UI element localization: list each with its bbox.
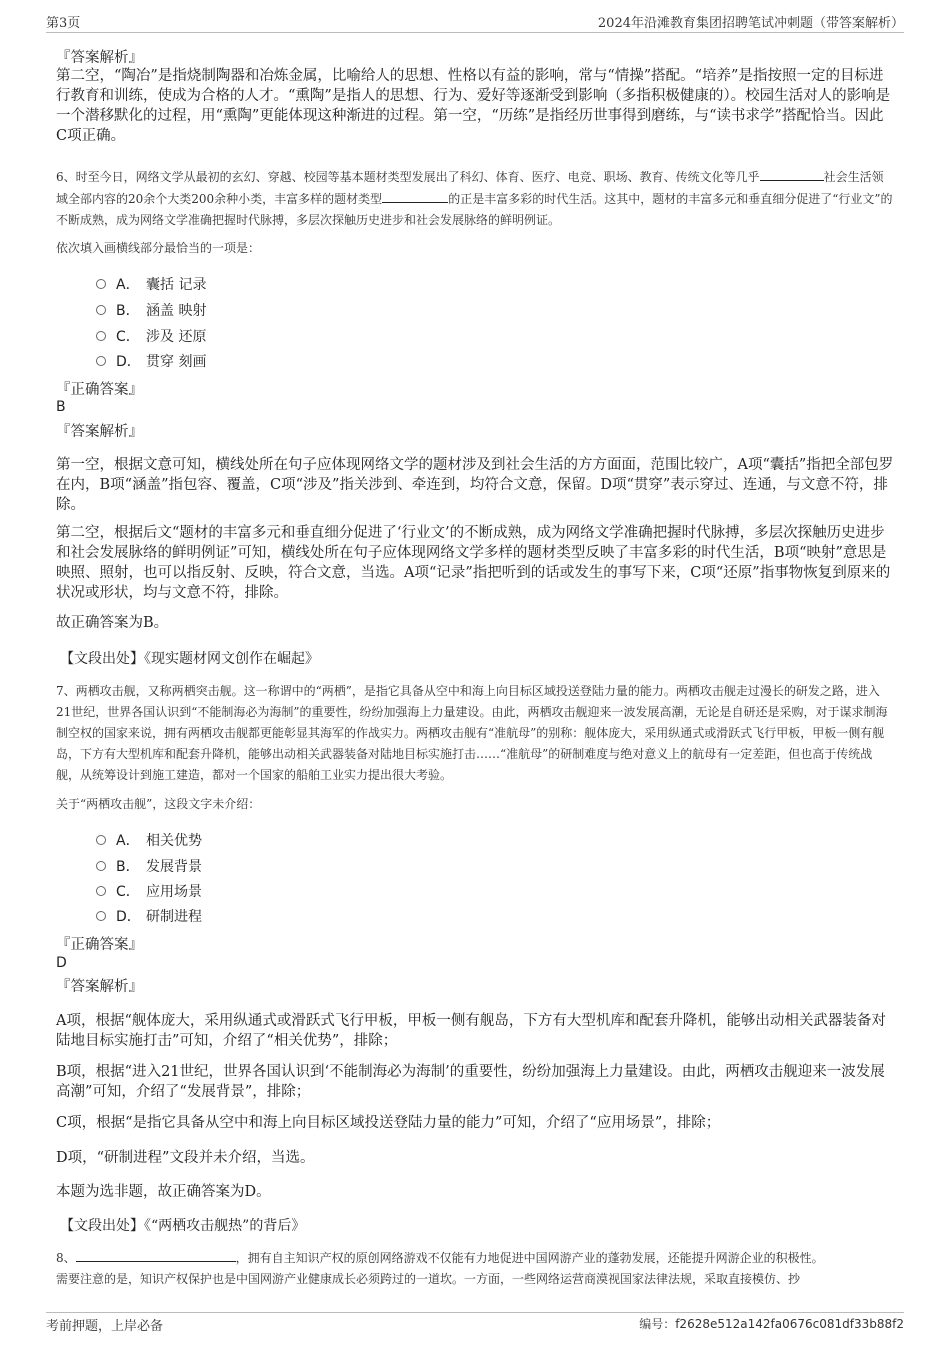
q7-analysis-3: C项，根据“是指它具备从空中和海上向目标区域投送登陆力量的能力”可知，介绍了“应用场景”，排除； — [56, 1115, 721, 1131]
q5-analysis-label: 『答案解析』 — [56, 50, 143, 66]
q6-option-a[interactable]: A． 囊括 记录 — [96, 275, 206, 295]
radio-icon[interactable] — [96, 835, 106, 845]
page-footer — [46, 1312, 904, 1335]
radio-icon[interactable] — [96, 861, 106, 871]
radio-icon[interactable] — [96, 305, 106, 315]
q6-blank-1 — [760, 166, 824, 181]
q6-analysis-1: 第一空，根据文意可知，横线处所在句子应体现网络文学的题材涉及到社会生活的方方面面，范围比较广，A项“囊括”指把全部包罗在内，B项“涵盖”指包容、覆盖，C项“涉及”指关涉到、牵连到，均符合文意，保留。D项“贯穿”表示穿过、连通，与文意不符，排除。 — [56, 457, 894, 513]
q7-option-b[interactable]: B． 发展背景 — [96, 857, 202, 877]
q6-correct-label: 『正确答案』 — [56, 382, 143, 398]
footer-slogan: 考前押题，上岸必备 — [46, 1319, 164, 1334]
q7-correct-answer: D — [56, 955, 67, 971]
q7-option-a[interactable]: A． 相关优势 — [96, 831, 202, 851]
q8-number: 8、 — [56, 1251, 76, 1265]
q6-prompt: 依次填入画横线部分最恰当的一项是： — [56, 241, 261, 255]
q6-option-d[interactable]: D． 贯穿 刻画 — [96, 352, 206, 372]
q8-blank — [76, 1247, 236, 1262]
radio-icon[interactable] — [96, 331, 106, 341]
q7-source: 【文段出处】《“两栖攻击舰热”的背后》 — [60, 1218, 306, 1234]
q6-option-b[interactable]: B． 涵盖 映射 — [96, 301, 206, 321]
page-header — [46, 12, 904, 33]
q6-analysis-3: 故正确答案为B。 — [56, 615, 169, 631]
radio-icon[interactable] — [96, 886, 106, 896]
q7-question: 7、两栖攻击舰，又称两栖突击舰。这一称谓中的“两栖”，是指它具备从空中和海上向目标区域投送登陆力量的能力。两栖攻击舰走过漫长的研发之路，进入21世纪，世界各国认识到“不能制海必为海制”的重要性，纷纷加强海上力量建设。由此，两栖攻击舰迎来一波发展高潮，无论是自研还是采购，对于谋求制海制空权的国家来说，拥有两栖攻击舰都更能彰显其海军的作战实力。两栖攻击舰有“准航母”的别称：舰体庞大，采用纵通式或滑跃式飞行甲板，甲板一侧有舰岛，下方有大型机库和配套升降机，能够出动相关武器装备对陆地目标实施打击……“准航母”的研制难度与绝对意义上的航母有一定差距，但也高于传统战舰，从统筹设计到施工建造，都对一个国家的船舶工业实力提出很大考验。 — [56, 684, 888, 782]
radio-icon[interactable] — [96, 279, 106, 289]
q6-text-c: 的正是丰富多彩的时代生活。这其中，题材的丰富多元和垂直细分促进了“行业文”的不断成熟，成为网络文学准确把握时代脉搏，多层次探触历史进步和社会发展脉络的鲜明例证。 — [56, 192, 893, 227]
document-id: 编号：f2628e512a142fa0676c081df33b88f2 — [639, 1317, 904, 1331]
q6-correct-answer: B — [56, 399, 66, 415]
q7-analysis-1: A项，根据“舰体庞大，采用纵通式或滑跃式飞行甲板，甲板一侧有舰岛，下方有大型机库和配套升降机，能够出动相关武器装备对陆地目标实施打击”可知，介绍了“相关优势”，排除； — [56, 1013, 886, 1049]
q8-question — [56, 1247, 894, 1290]
page-number: 第3页 — [46, 16, 81, 31]
q6-blank-2 — [382, 188, 448, 203]
q7-analysis-4: D项，“研制进程”文段并未介绍，当选。 — [56, 1150, 315, 1166]
q6-analysis-label: 『答案解析』 — [56, 424, 143, 440]
q5-analysis-text: 第二空，“陶冶”是指烧制陶器和冶炼金属，比喻给人的思想、性格以有益的影响，常与“情操”搭配。“培养”是指按照一定的目标进行教育和训练，使成为合格的人才。“熏陶”是指人的思想、行为、爱好等逐渐受到影响（多指积极健康的）。校园生活对人的影响是一个潜移默化的过程，用“熏陶”更能体现这种渐进的过程。第一空，“历练”是指经历世事得到磨练，与“读书求学”搭配恰当。因此C项正确。 — [56, 68, 891, 144]
radio-icon[interactable] — [96, 911, 106, 921]
q8-text-a: ，拥有自主知识产权的原创网络游戏不仅能有力地促进中国网游产业的蓬勃发展，还能提升网游企业的积极性。 — [235, 1251, 824, 1265]
q8-text-b: 需要注意的是，知识产权保护也是中国网游产业健康成长必须跨过的一道坎。一方面，一些网络运营商漠视国家法律法规，采取直接模仿、抄 — [56, 1272, 801, 1286]
q7-analysis-2: B项，根据“进入21世纪，世界各国认识到‘不能制海必为海制’的重要性，纷纷加强海上力量建设。由此，两栖攻击舰迎来一波发展高潮”可知，介绍了“发展背景”，排除； — [56, 1064, 885, 1100]
q7-correct-label: 『正确答案』 — [56, 937, 143, 953]
q7-option-c[interactable]: C． 应用场景 — [96, 882, 202, 902]
q7-prompt: 关于“两栖攻击舰”，这段文字未介绍： — [56, 797, 261, 811]
q6-source: 【文段出处】《现实题材网文创作在崛起》 — [60, 651, 319, 667]
q6-question — [56, 166, 894, 231]
q6-option-c[interactable]: C． 涉及 还原 — [96, 327, 206, 347]
q6-text-a: 6、时至今日，网络文学从最初的玄幻、穿越、校园等基本题材类型发展出了科幻、体育、医疗、电竞、职场、教育、传统文化等几乎 — [56, 170, 760, 184]
q7-analysis-label: 『答案解析』 — [56, 979, 143, 995]
q7-analysis-5: 本题为选非题，故正确答案为D。 — [56, 1184, 271, 1200]
q6-text-b: 社会生活领域全部内容的20余个大类200余种小类，丰富多样的题材类型 — [56, 170, 884, 206]
radio-icon[interactable] — [96, 356, 106, 366]
q6-analysis-2: 第二空，根据后文“题材的丰富多元和垂直细分促进了‘行业文’的不断成熟，成为网络文学准确把握时代脉搏，多层次探触历史进步和社会发展脉络的鲜明例证”可知，横线处所在句子应体现网络文学多样的题材类型反映了丰富多彩的时代生活，B项“映射”意思是映照、照射，也可以指反射、反映，符合文意，当选。A项“记录”指把听到的话或发生的事写下来，C项“还原”指事物恢复到原来的状况或形状，均与文意不符，排除。 — [56, 525, 891, 601]
document-title: 2024年沿滩教育集团招聘笔试冲刺题（带答案解析） — [597, 16, 904, 31]
q7-option-d[interactable]: D． 研制进程 — [96, 907, 202, 927]
